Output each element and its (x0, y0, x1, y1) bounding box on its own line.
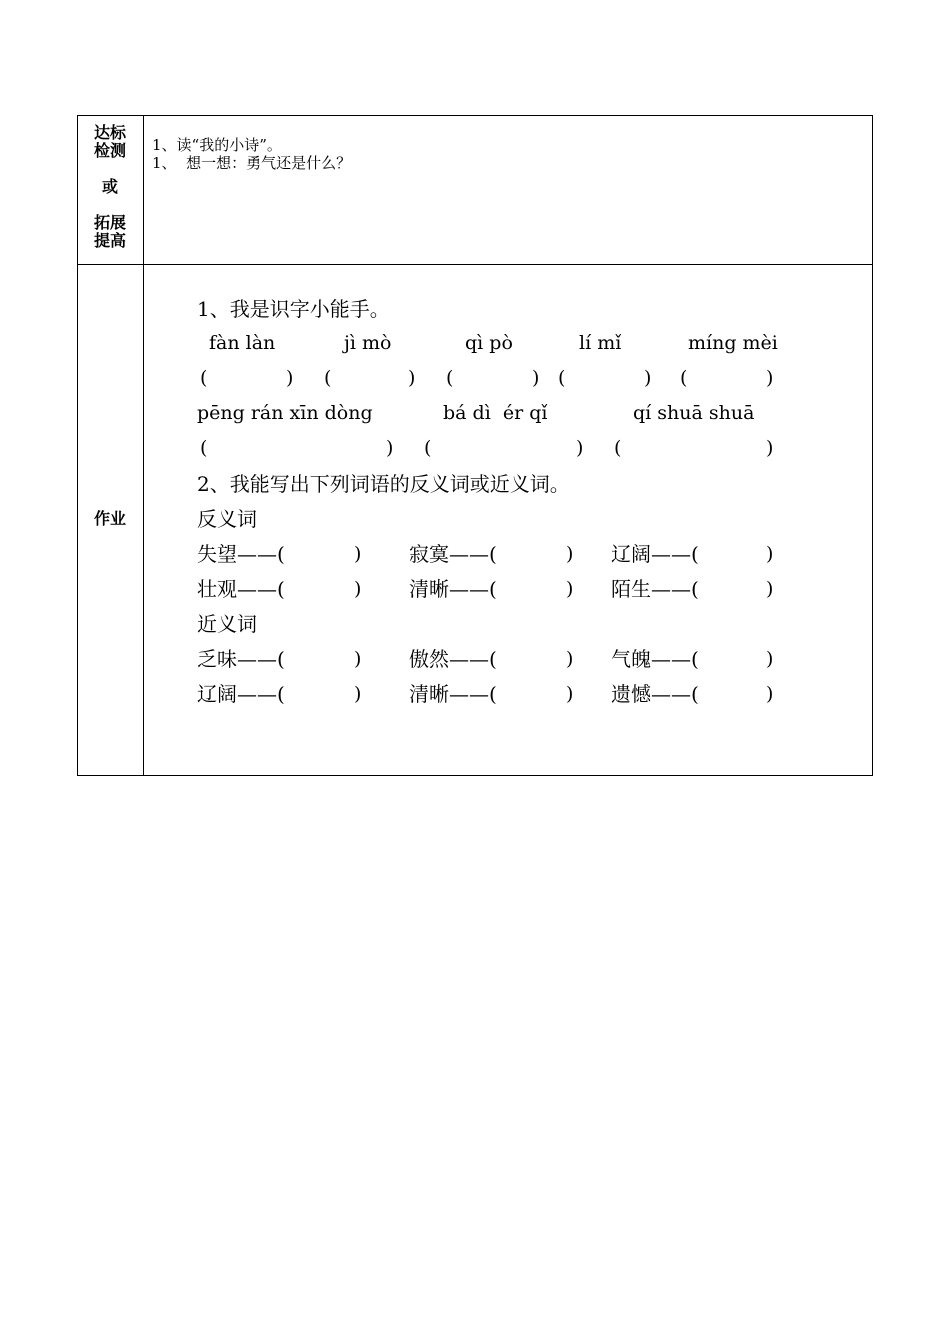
answer-open-paren: ( (446, 367, 454, 389)
pinyin: pēng rán xīn dòng (197, 402, 373, 424)
answer-open-paren: ( (558, 367, 566, 389)
column-divider (143, 116, 144, 775)
answer-close-paren: ) (354, 683, 362, 705)
row1-label-line: 达标 (93, 123, 126, 142)
row1-label-line: 或 (101, 177, 118, 196)
antonym-item: 清晰——( (409, 577, 497, 601)
q2-title: 2、我能写出下列词语的反义词或近义词。 (197, 472, 570, 496)
synonym-item: 遗憾——( (611, 682, 699, 706)
answer-close-paren: ) (354, 648, 362, 670)
answer-close-paren: ) (386, 437, 394, 459)
answer-open-paren: ( (424, 437, 432, 459)
antonym-item: 失望——( (197, 542, 285, 566)
pinyin: jì mò (344, 332, 392, 354)
row1-label-line: 检测 (93, 141, 126, 160)
answer-close-paren: ) (286, 367, 294, 389)
answer-close-paren: ) (766, 648, 774, 670)
row-divider (78, 264, 872, 265)
antonym-label: 反义词 (197, 507, 257, 531)
pinyin: lí mǐ (579, 332, 622, 354)
q1-title: 1、我是识字小能手。 (197, 297, 390, 321)
antonym-item: 壮观——( (197, 577, 285, 601)
answer-close-paren: ) (576, 437, 584, 459)
answer-close-paren: ) (354, 543, 362, 565)
synonym-label: 近义词 (197, 612, 257, 636)
pinyin: míng mèi (688, 332, 778, 354)
answer-open-paren: ( (680, 367, 688, 389)
row1-label-line (78, 160, 142, 178)
answer-open-paren: ( (200, 367, 208, 389)
pinyin: qí shuā shuā (633, 402, 755, 424)
answer-close-paren: ) (354, 578, 362, 600)
answer-close-paren: ) (766, 543, 774, 565)
answer-close-paren: ) (766, 578, 774, 600)
answer-close-paren: ) (766, 437, 774, 459)
answer-open-paren: ( (200, 437, 208, 459)
answer-close-paren: ) (566, 578, 574, 600)
answer-close-paren: ) (644, 367, 652, 389)
answer-close-paren: ) (566, 543, 574, 565)
antonym-item: 陌生——( (611, 577, 699, 601)
pinyin: qì pò (465, 332, 513, 354)
row1-label-line (78, 196, 142, 214)
synonym-item: 辽阔——( (197, 682, 285, 706)
row1-line-read: 1、读“我的小诗”。 (152, 136, 282, 154)
answer-close-paren: ) (566, 648, 574, 670)
row1-label-line: 拓展 (93, 213, 126, 232)
answer-close-paren: ) (766, 367, 774, 389)
pinyin: bá dì ér qǐ (443, 402, 548, 424)
row1-content (152, 136, 351, 172)
synonym-item: 乏味——( (197, 647, 285, 671)
antonym-item: 辽阔——( (611, 542, 699, 566)
homework-table (77, 115, 873, 776)
answer-open-paren: ( (614, 437, 622, 459)
row1-label-line: 提高 (93, 231, 126, 250)
answer-close-paren: ) (766, 683, 774, 705)
antonym-item: 寂寞——( (409, 542, 497, 566)
answer-close-paren: ) (408, 367, 416, 389)
synonym-item: 气魄——( (611, 647, 699, 671)
row2-label: 作业 (93, 509, 126, 528)
answer-close-paren: ) (532, 367, 540, 389)
synonym-item: 傲然——( (409, 647, 497, 671)
answer-open-paren: ( (324, 367, 332, 389)
answer-close-paren: ) (566, 683, 574, 705)
synonym-item: 清晰——( (409, 682, 497, 706)
row1-line-think: 1、 想一想：勇气还是什么？ (152, 154, 352, 172)
pinyin: fàn làn (209, 332, 276, 354)
row1-label (78, 124, 142, 250)
